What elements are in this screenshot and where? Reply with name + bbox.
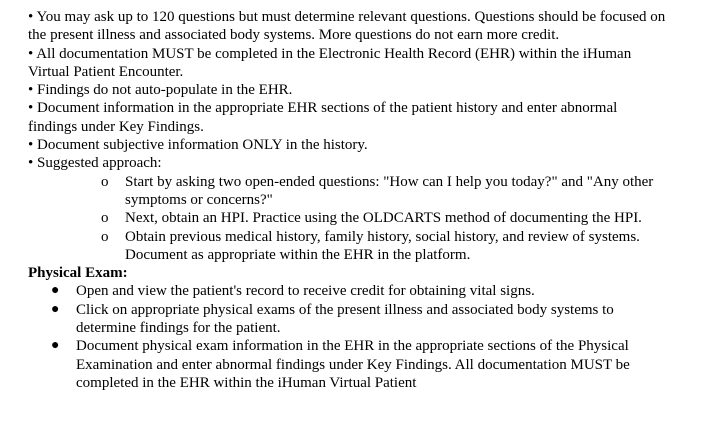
bullet-marker: ● (51, 301, 60, 317)
list-item-text: Document information in the appropriate EHR sections of the patient history and enter abnormal findings under Key Findings. (28, 100, 618, 135)
sub-list-item-text: Start by asking two open-ended questions: "How can I help you today?" and "Any other symptoms or concerns?" (125, 173, 654, 208)
hollow-bullet-marker: o (101, 173, 109, 190)
sub-list-item-text: Obtain previous medical history, family history, social history, and review of systems. Document as appropriate within the EHR in the platform. (125, 228, 640, 263)
physical-exam-list (28, 282, 668, 392)
list-item-text: You may ask up to 120 questions but must determine relevant questions. Questions should be focused on the present illness and associated body systems. More questions do not earn more credit. (28, 9, 666, 44)
list-item (28, 99, 668, 136)
bullet-marker: ● (51, 283, 60, 299)
list-item (28, 282, 656, 300)
bullet-marker: • (28, 82, 34, 99)
hollow-bullet-marker: o (101, 210, 109, 227)
list-item (28, 136, 668, 154)
physical-exam-heading: Physical Exam: (28, 265, 128, 282)
list-item (28, 337, 656, 392)
list-item (28, 8, 668, 45)
sub-list-item (28, 228, 655, 265)
document-body (28, 8, 668, 392)
list-item-text: All documentation MUST be completed in the Electronic Health Record (EHR) within the iHuman Virtual Patient Encounter. (28, 45, 632, 80)
list-item-text: Click on appropriate physical exams of the present illness and associated body systems to determine findings for the patient. (76, 301, 614, 337)
list-item (28, 301, 656, 338)
sub-list-item (28, 209, 655, 227)
bullet-marker: • (28, 100, 34, 117)
list-item-text: Open and view the patient's record to receive credit for obtaining vital signs. (76, 283, 535, 300)
bullet-marker: • (28, 155, 34, 172)
sub-list-item (28, 173, 655, 210)
bullet-marker: • (28, 45, 34, 62)
list-item-text: Document subjective information ONLY in the history. (37, 137, 368, 154)
bullet-marker: • (28, 137, 34, 154)
sub-list-item-text: Next, obtain an HPI. Practice using the OLDCARTS method of documenting the HPI. (125, 210, 642, 227)
suggested-approach-list (28, 173, 668, 264)
list-item (28, 81, 668, 99)
list-item-text: Document physical exam information in the EHR in the appropriate sections of the Physical Examination and enter abnormal findings under Key Findings. All documentation MUST be completed in the EHR within the iHuman Virtual Patient (76, 338, 630, 391)
list-item (28, 154, 668, 172)
bullet-marker: • (28, 9, 34, 25)
list-item-text: Findings do not auto-populate in the EHR. (37, 82, 293, 99)
list-item-text: Suggested approach: (37, 155, 162, 172)
hollow-bullet-marker: o (101, 228, 109, 245)
list-item (28, 45, 668, 82)
history-bullet-list (28, 8, 668, 173)
bullet-marker: ● (51, 338, 60, 354)
